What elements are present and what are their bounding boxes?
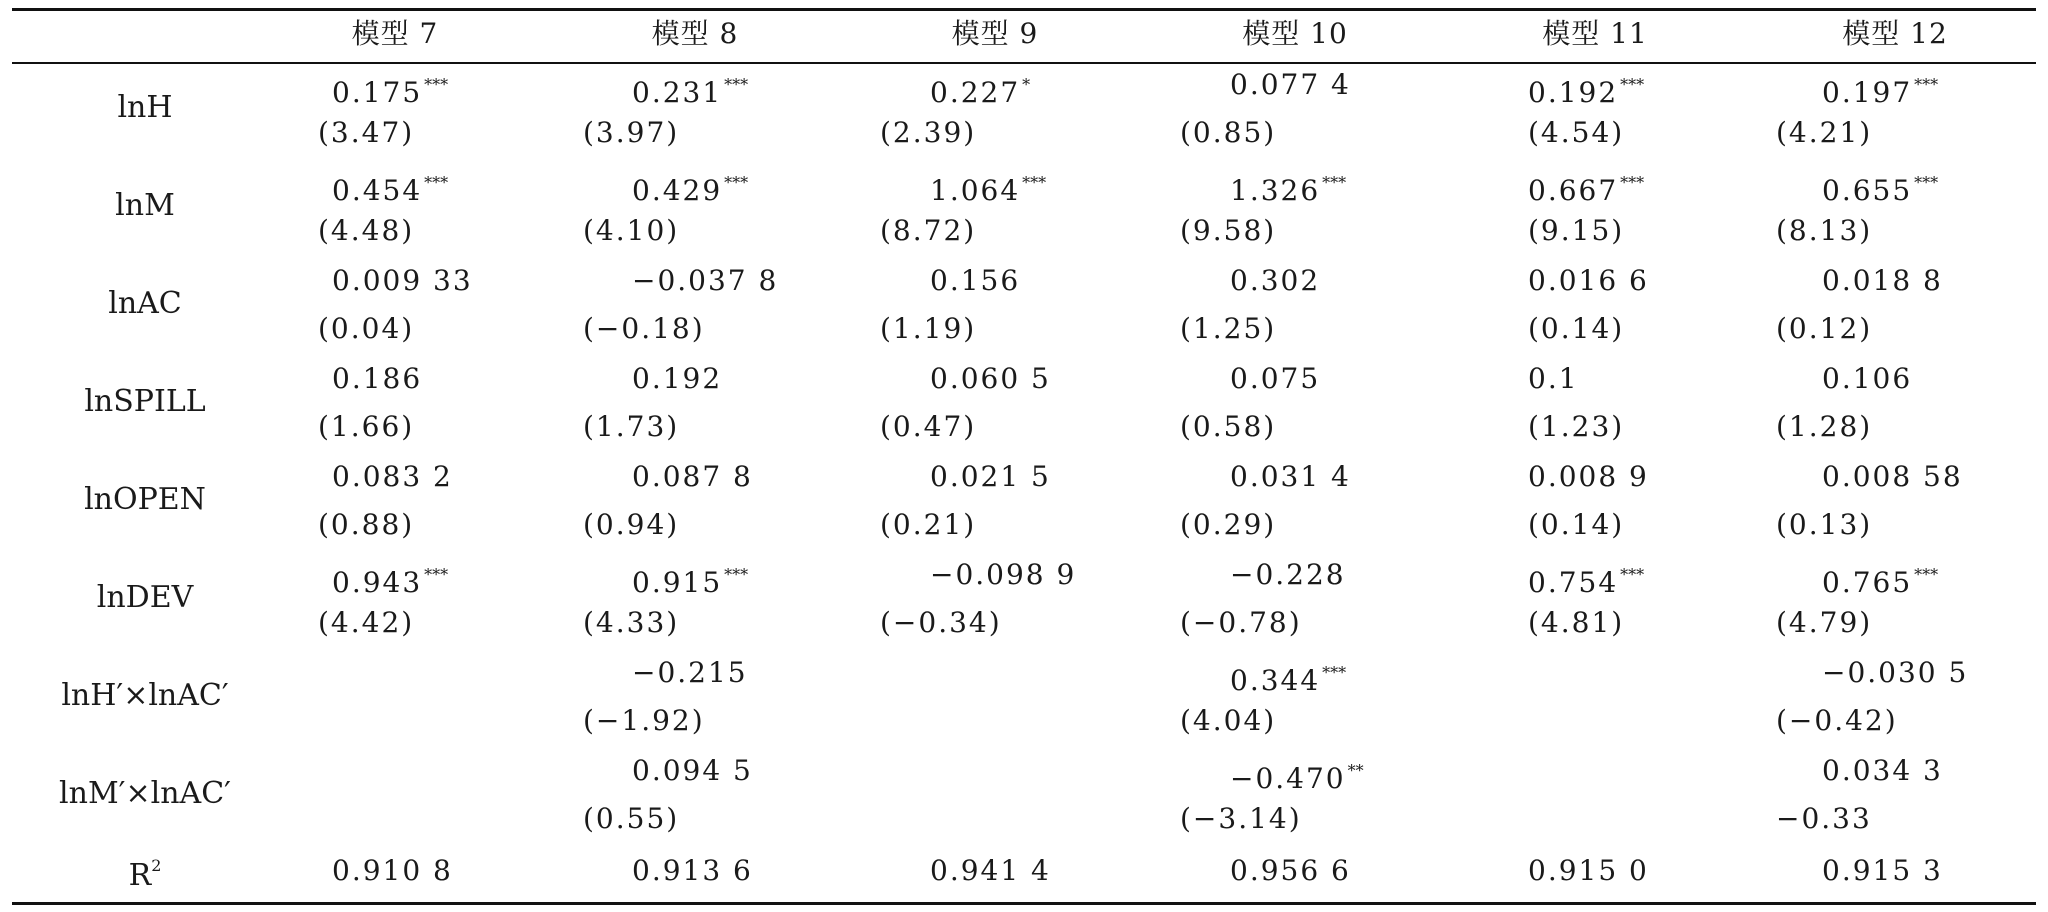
coefficient-cell [930,362,1051,396]
r2-value-cell: 0.913 6 [632,854,753,887]
coefficient-value: 1.326 [1230,174,1321,207]
t-statistic-cell: (0.58) [1180,410,1277,443]
coefficient-cell [1230,166,1346,208]
t-statistic-cell: (0.04) [318,312,415,345]
coefficient-cell [1822,754,1943,788]
coefficient-cell [1230,68,1351,102]
t-statistic-cell: (1.73) [583,410,680,443]
coefficient-value: 0.1 [1528,362,1579,395]
t-statistic-cell: (−3.14) [1180,802,1302,835]
significance-stars: *** [1620,565,1645,584]
coefficient-value: −0.215 [632,656,748,689]
coefficient-value: 0.186 [332,362,423,395]
coefficient-value: 1.064 [930,174,1021,207]
coefficient-value: 0.075 [1230,362,1321,395]
r2-value-cell: 0.941 4 [930,854,1051,887]
coefficient-cell [1230,558,1346,592]
coefficient-cell [930,166,1046,208]
coefficient-cell [1230,362,1320,396]
coefficient-value: 0.021 5 [930,460,1051,493]
table-bottom-rule [12,902,2036,905]
coefficient-value: 0.192 [1528,76,1619,109]
t-statistic-cell: (0.29) [1180,508,1277,541]
significance-stars: *** [424,75,449,94]
t-statistic-cell: (0.14) [1528,312,1625,345]
row-label: lnH′×lnAC′ [61,678,229,713]
t-statistic-cell: −0.33 [1776,802,1872,835]
coefficient-cell [332,558,448,600]
coefficient-cell [632,264,778,298]
t-statistic-cell: (4.04) [1180,704,1277,737]
coefficient-value: 0.083 2 [332,460,453,493]
t-statistic-cell: (0.21) [880,508,977,541]
coefficient-cell [930,68,1030,110]
coefficient-value: 0.016 6 [1528,264,1649,297]
t-statistic-cell: (8.72) [880,214,977,247]
coefficient-value: 0.667 [1528,174,1619,207]
coefficient-value: −0.098 9 [930,558,1077,591]
coefficient-cell [332,460,453,494]
coefficient-cell [632,362,722,396]
t-statistic-cell: (0.55) [583,802,680,835]
coefficient-value: 0.765 [1822,566,1913,599]
r2-superscript: 2 [151,856,162,875]
column-header: 模型 8 [651,17,739,50]
column-header: 模型 12 [1842,17,1948,50]
coefficient-cell [1822,460,1963,494]
coefficient-value: 0.087 8 [632,460,753,493]
coefficient-cell [632,68,748,110]
coefficient-cell [1528,460,1649,494]
coefficient-cell [1230,754,1364,796]
t-statistic-cell: (0.88) [318,508,415,541]
t-statistic-cell: (9.15) [1528,214,1625,247]
coefficient-cell [1822,264,1943,298]
t-statistic-cell: (−0.34) [880,606,1002,639]
coefficient-value: −0.037 8 [632,264,779,297]
row-label: lnOPEN [84,482,206,517]
table-header-rule [12,62,2036,64]
coefficient-value: 0.106 [1822,362,1913,395]
coefficient-cell [1528,166,1644,208]
t-statistic-cell: (1.66) [318,410,415,443]
r2-value-cell: 0.956 6 [1230,854,1351,887]
t-statistic-cell: (3.47) [318,116,415,149]
coefficient-value: 0.197 [1822,76,1913,109]
row-label [129,849,162,893]
coefficient-cell [1822,558,1938,600]
significance-stars: ** [1347,761,1364,780]
row-label: lnAC [108,286,182,321]
coefficient-cell [1822,656,1968,690]
row-label: lnM [115,188,175,223]
coefficient-cell [632,754,753,788]
coefficient-value: −0.470 [1230,762,1346,795]
coefficient-value: 0.943 [332,566,423,599]
t-statistic-cell: (−0.42) [1776,704,1898,737]
significance-stars: *** [424,173,449,192]
coefficient-cell [632,558,748,600]
significance-stars: *** [424,565,449,584]
t-statistic-cell: (4.48) [318,214,415,247]
t-statistic-cell: (4.81) [1528,606,1625,639]
coefficient-value: 0.227 [930,76,1021,109]
coefficient-value: 0.454 [332,174,423,207]
t-statistic-cell: (8.13) [1776,214,1873,247]
t-statistic-cell: (3.97) [583,116,680,149]
t-statistic-cell: (1.28) [1776,410,1873,443]
significance-stars: *** [1620,75,1645,94]
t-statistic-cell: (0.94) [583,508,680,541]
coefficient-cell [1528,362,1579,396]
t-statistic-cell: (4.54) [1528,116,1625,149]
coefficient-value: 0.231 [632,76,723,109]
coefficient-cell [930,264,1020,298]
r2-label: R [128,858,152,893]
t-statistic-cell: (0.85) [1180,116,1277,149]
coefficient-cell [1230,656,1346,698]
coefficient-cell [1230,460,1351,494]
coefficient-cell [1822,362,1912,396]
significance-stars: *** [724,565,749,584]
row-label: lnDEV [96,580,194,615]
significance-stars: *** [1914,565,1939,584]
t-statistic-cell: (0.47) [880,410,977,443]
t-statistic-cell: (1.25) [1180,312,1277,345]
coefficient-value: 0.156 [930,264,1021,297]
coefficient-value: 0.018 8 [1822,264,1943,297]
t-statistic-cell: (1.19) [880,312,977,345]
coefficient-cell [332,166,448,208]
column-header: 模型 10 [1242,17,1348,50]
significance-stars: *** [1914,75,1939,94]
coefficient-value: 0.008 58 [1822,460,1963,493]
row-label: lnH [117,90,173,125]
coefficient-value: −0.030 5 [1822,656,1969,689]
t-statistic-cell: (1.23) [1528,410,1625,443]
t-statistic-cell: (−1.92) [583,704,705,737]
coefficient-cell [1528,68,1644,110]
coefficient-value: 0.009 33 [332,264,473,297]
coefficient-value: −0.228 [1230,558,1346,591]
coefficient-value: 0.175 [332,76,423,109]
significance-stars: *** [1620,173,1645,192]
significance-stars: * [1022,75,1031,94]
column-header: 模型 11 [1542,17,1648,50]
row-label: lnSPILL [84,384,206,419]
coefficient-value: 0.915 [632,566,723,599]
coefficient-cell [332,362,422,396]
coefficient-value: 0.192 [632,362,723,395]
coefficient-value: 0.008 9 [1528,460,1649,493]
coefficient-cell [1230,264,1320,298]
t-statistic-cell: (4.21) [1776,116,1873,149]
coefficient-value: 0.344 [1230,664,1321,697]
t-statistic-cell: (4.42) [318,606,415,639]
r2-value-cell: 0.910 8 [332,854,453,887]
significance-stars: *** [1022,173,1047,192]
coefficient-cell [332,264,473,298]
t-statistic-cell: (0.14) [1528,508,1625,541]
table-top-rule [12,8,2036,11]
coefficient-cell [632,460,753,494]
coefficient-value: 0.754 [1528,566,1619,599]
coefficient-cell [632,166,748,208]
coefficient-value: 0.094 5 [632,754,753,787]
coefficient-cell [930,558,1076,592]
t-statistic-cell: (4.33) [583,606,680,639]
significance-stars: *** [1914,173,1939,192]
coefficient-cell [930,460,1051,494]
coefficient-value: 0.302 [1230,264,1321,297]
t-statistic-cell: (4.79) [1776,606,1873,639]
t-statistic-cell: (0.13) [1776,508,1873,541]
t-statistic-cell: (9.58) [1180,214,1277,247]
coefficient-value: 0.655 [1822,174,1913,207]
significance-stars: *** [1322,173,1347,192]
coefficient-value: 0.060 5 [930,362,1051,395]
coefficient-value: 0.077 4 [1230,68,1351,101]
coefficient-cell [1822,166,1938,208]
t-statistic-cell: (4.10) [583,214,680,247]
r2-value-cell: 0.915 0 [1528,854,1649,887]
coefficient-cell [1528,558,1644,600]
t-statistic-cell: (−0.78) [1180,606,1302,639]
coefficient-cell [1822,68,1938,110]
coefficient-cell [1528,264,1649,298]
t-statistic-cell: (0.12) [1776,312,1873,345]
coefficient-cell [632,656,748,690]
r2-value-cell: 0.915 3 [1822,854,1943,887]
t-statistic-cell: (2.39) [880,116,977,149]
row-label: lnM′×lnAC′ [59,776,231,811]
coefficient-cell [332,68,448,110]
significance-stars: *** [724,75,749,94]
significance-stars: *** [1322,663,1347,682]
coefficient-value: 0.429 [632,174,723,207]
column-header: 模型 7 [351,17,439,50]
t-statistic-cell: (−0.18) [583,312,705,345]
coefficient-value: 0.031 4 [1230,460,1351,493]
coefficient-value: 0.034 3 [1822,754,1943,787]
significance-stars: *** [724,173,749,192]
column-header: 模型 9 [951,17,1039,50]
